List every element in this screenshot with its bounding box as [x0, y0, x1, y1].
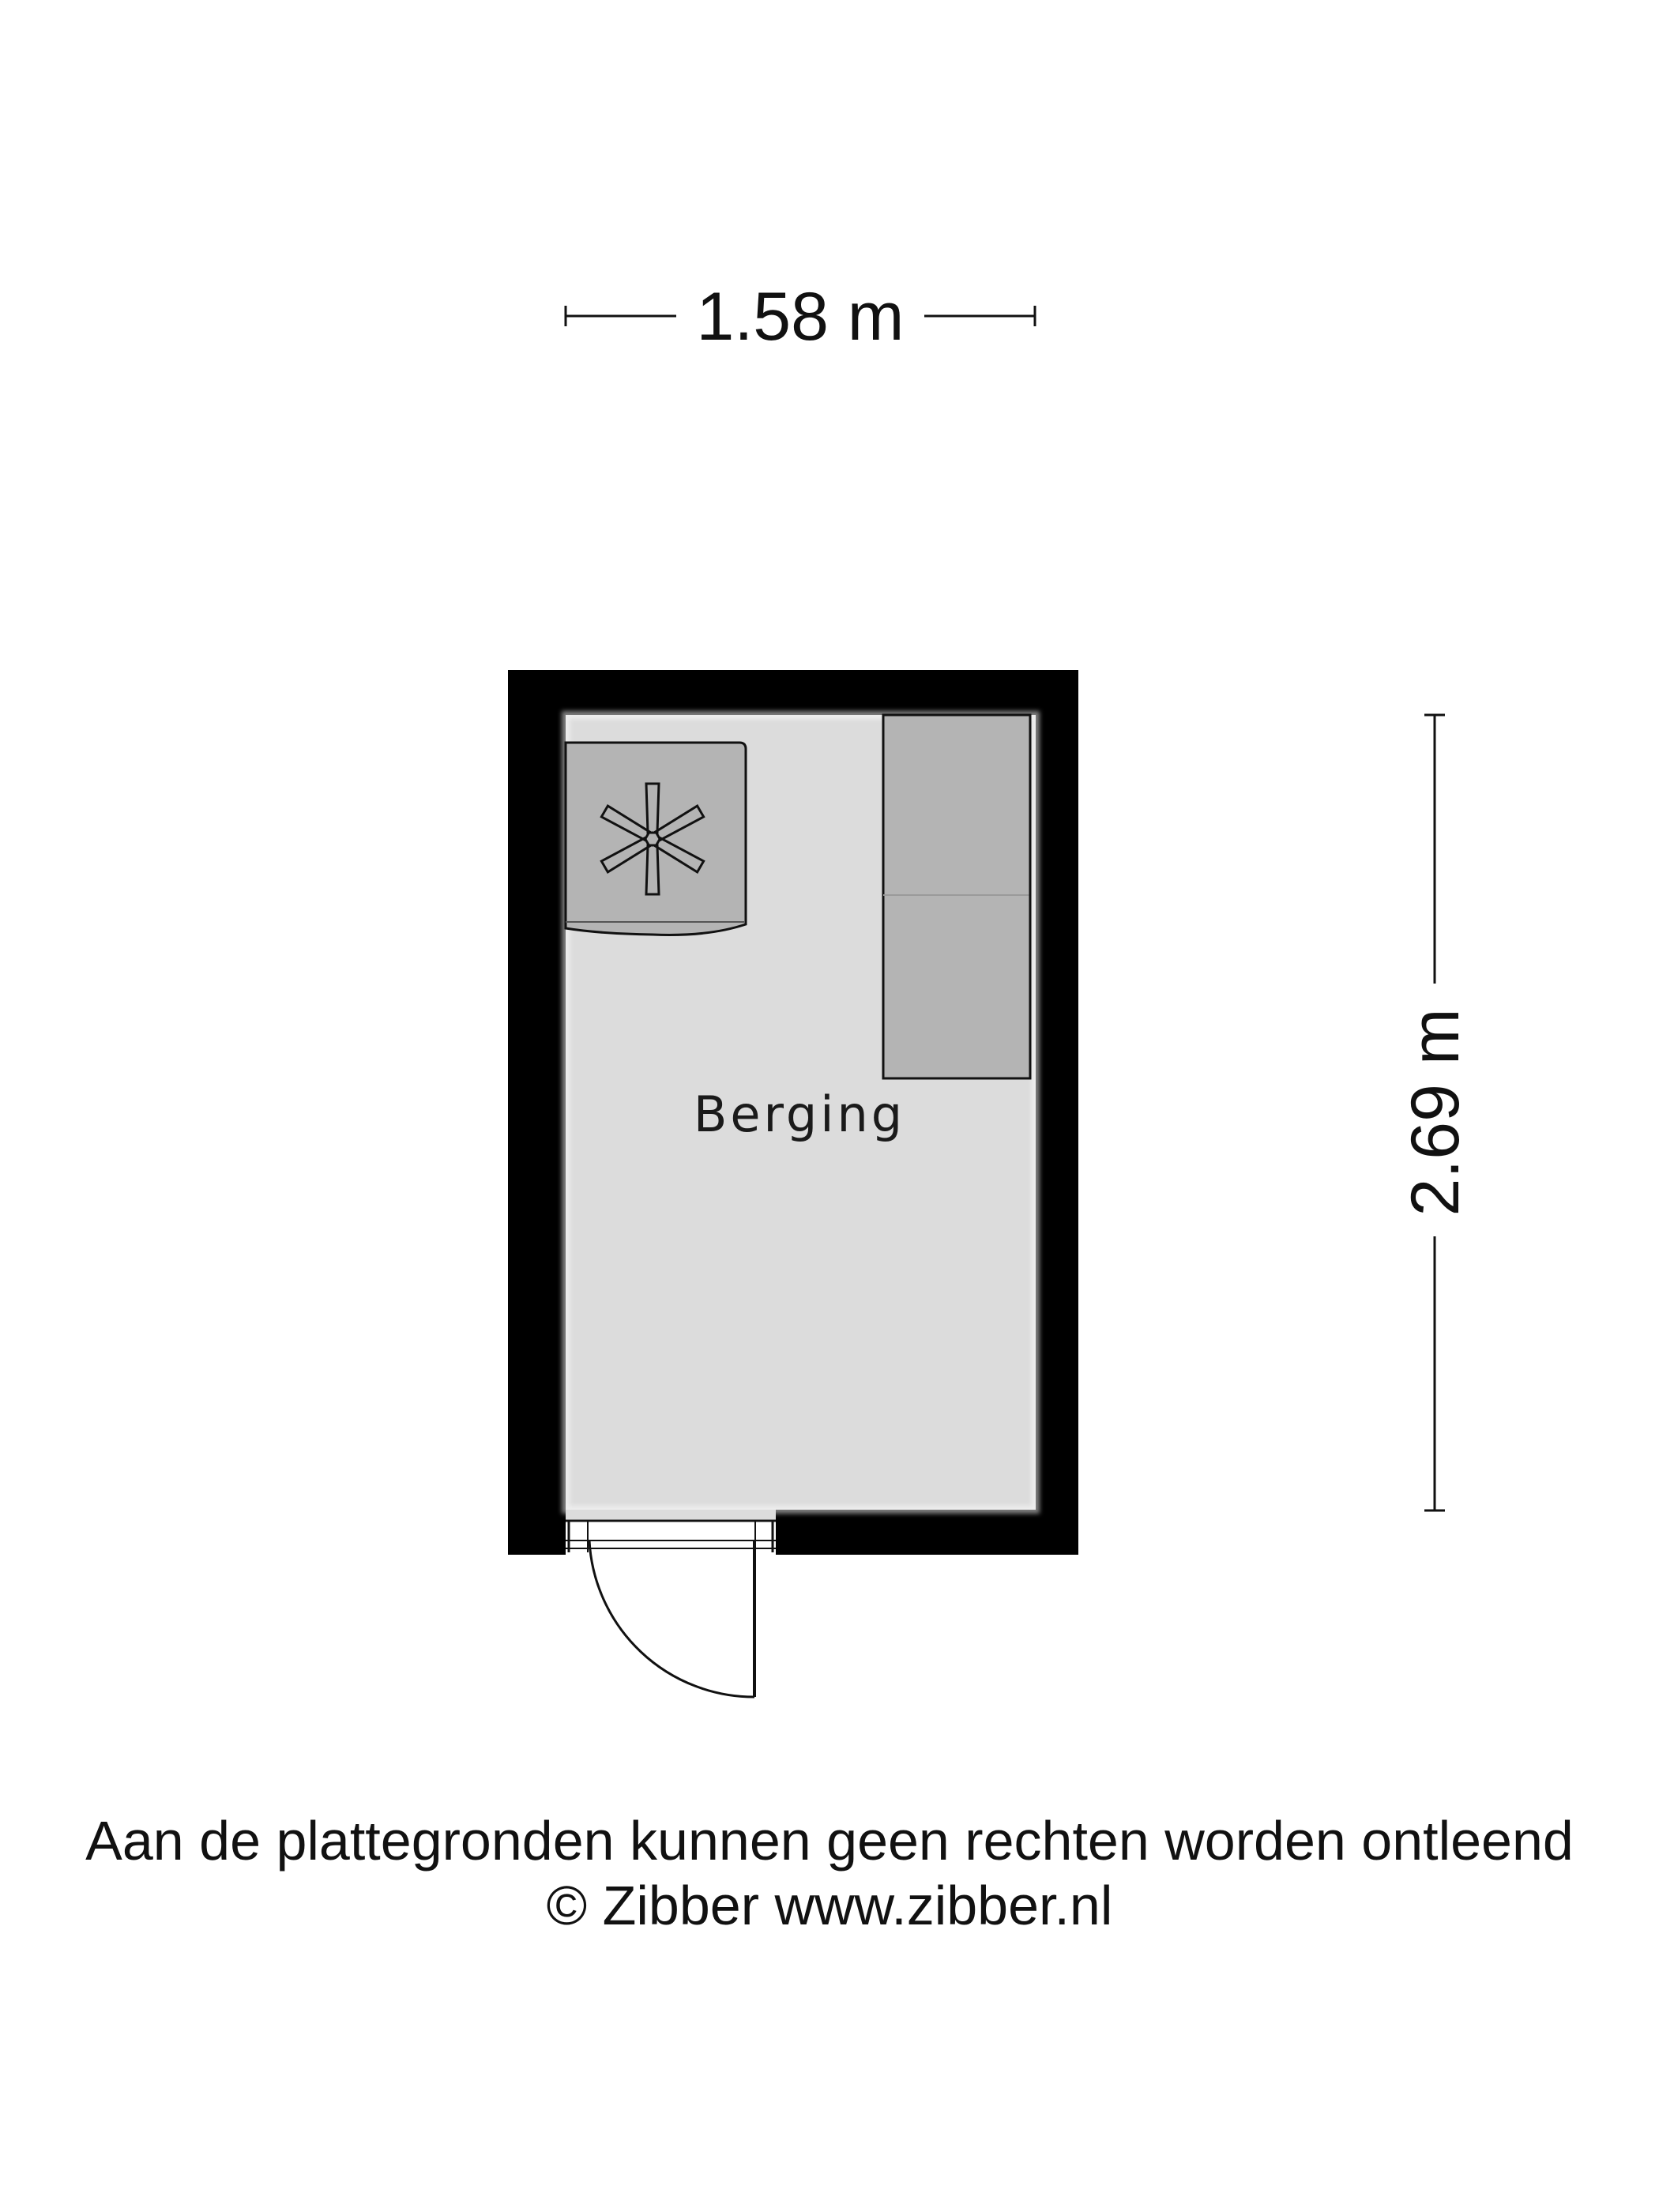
height-dimension: [1398, 715, 1473, 1510]
door-swing-arc: [589, 1540, 754, 1697]
width-dimension: [566, 279, 1035, 355]
disclaimer-text: Aan de plattegronden kunnen geen rechten worden ontleend: [85, 1810, 1574, 1872]
door: [566, 1510, 776, 1697]
boiler-unit: [566, 743, 746, 935]
width-dimension-label: 1.58 m: [696, 279, 905, 355]
room-label: Berging: [693, 1085, 906, 1143]
height-dimension-label: 2.69 m: [1398, 1008, 1473, 1217]
copyright-text: © Zibber www.zibber.nl: [546, 1875, 1113, 1936]
storage-shelf: [883, 715, 1030, 1078]
